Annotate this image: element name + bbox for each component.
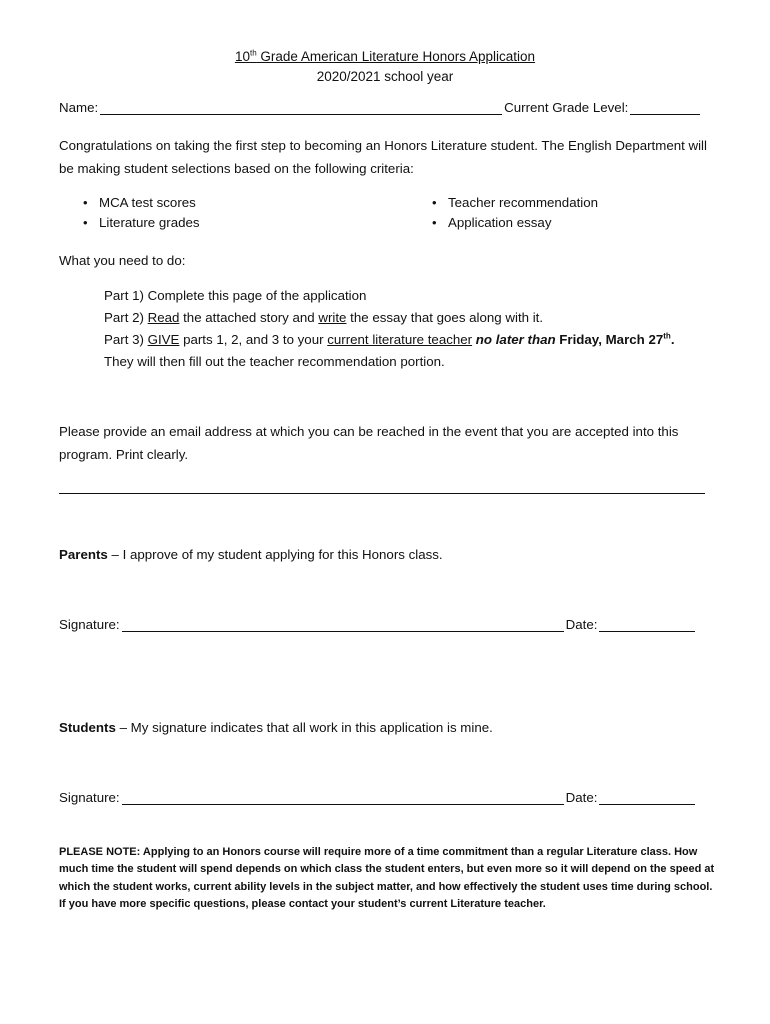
student-date-field[interactable] — [599, 790, 695, 805]
criteria-right — [428, 193, 598, 233]
parents-label: Parents — [59, 547, 108, 562]
school-year: 2020/2021 school year — [316, 69, 454, 84]
step-1: Part 1) Complete this page of the application — [104, 288, 367, 303]
students-statement — [59, 720, 493, 735]
please-note: PLEASE NOTE: Applying to an Honors course will require more of a time commitment than a regular Literature class. How much time the student will spend depends on which class the student enters, but even more so it will depend on the speed at which the student works, current ability levels in the subject matter, and how effectively the student uses time during school. If you have more specific questions, please contact your student’s current Literature teacher. — [59, 846, 715, 911]
criteria-item: • Literature grades — [79, 213, 200, 233]
criteria-item: • Application essay — [428, 213, 598, 233]
parent-signature-label: Signature: — [59, 617, 120, 632]
deadline-emphasis: no later than — [475, 332, 556, 347]
name-label: Name: — [59, 100, 99, 115]
step-3-prefix: Part 3) — [104, 332, 148, 347]
due-date-end: . — [670, 332, 675, 347]
criteria-item: • Teacher recommendation — [428, 193, 598, 213]
parent-signature-field[interactable] — [122, 617, 564, 632]
steps-list — [104, 285, 675, 373]
parents-statement — [59, 547, 443, 562]
todo-heading: What you need to do: — [59, 253, 186, 268]
title-sup: th — [249, 48, 257, 58]
grade-level-field[interactable] — [630, 100, 700, 115]
student-signature-field[interactable] — [122, 790, 564, 805]
due-date: Friday, March 27 — [559, 332, 664, 347]
step-2-end: the essay that goes along with it. — [346, 310, 544, 325]
step-2-mid: the attached story and — [179, 310, 319, 325]
intro-paragraph: Congratulations on taking the first step to becoming an Honors Literature student. The English Department will be making student selections based on the following criteria: — [59, 138, 707, 176]
student-signature-row — [59, 790, 697, 805]
students-text: – My signature indicates that all work in this application is mine. — [115, 720, 493, 735]
step-3-followup: They will then fill out the teacher recommendation portion. — [104, 354, 445, 369]
email-field[interactable] — [59, 479, 705, 494]
write-emphasis: write — [318, 310, 347, 325]
due-date-sup: th — [663, 331, 671, 341]
parent-date-field[interactable] — [599, 617, 695, 632]
student-date-label: Date: — [565, 790, 598, 805]
step-3-mid: parts 1, 2, and 3 to your — [179, 332, 328, 347]
teacher-emphasis: current literature teacher — [327, 332, 473, 347]
name-field[interactable] — [100, 100, 502, 115]
criteria-item: • MCA test scores — [79, 193, 200, 213]
name-grade-row — [59, 100, 702, 115]
students-label: Students — [59, 720, 116, 735]
title-prefix: 10 — [234, 49, 250, 64]
criteria-left — [79, 193, 200, 233]
grade-level-label: Current Grade Level: — [504, 100, 629, 115]
step-3 — [104, 329, 675, 351]
parent-date-label: Date: — [565, 617, 598, 632]
step-2 — [104, 307, 675, 329]
parent-signature-row — [59, 617, 697, 632]
step-2-prefix: Part 2) — [104, 310, 148, 325]
parents-text: – I approve of my student applying for this Honors class. — [107, 547, 443, 562]
give-emphasis: GIVE — [147, 332, 180, 347]
title-text: Grade American Literature Honors Application — [256, 49, 536, 64]
read-emphasis: Read — [147, 310, 180, 325]
student-signature-label: Signature: — [59, 790, 120, 805]
document-title — [0, 47, 770, 87]
email-prompt: Please provide an email address at which you can be reached in the event that you are accepted into this program. Print clearly. — [59, 424, 679, 462]
